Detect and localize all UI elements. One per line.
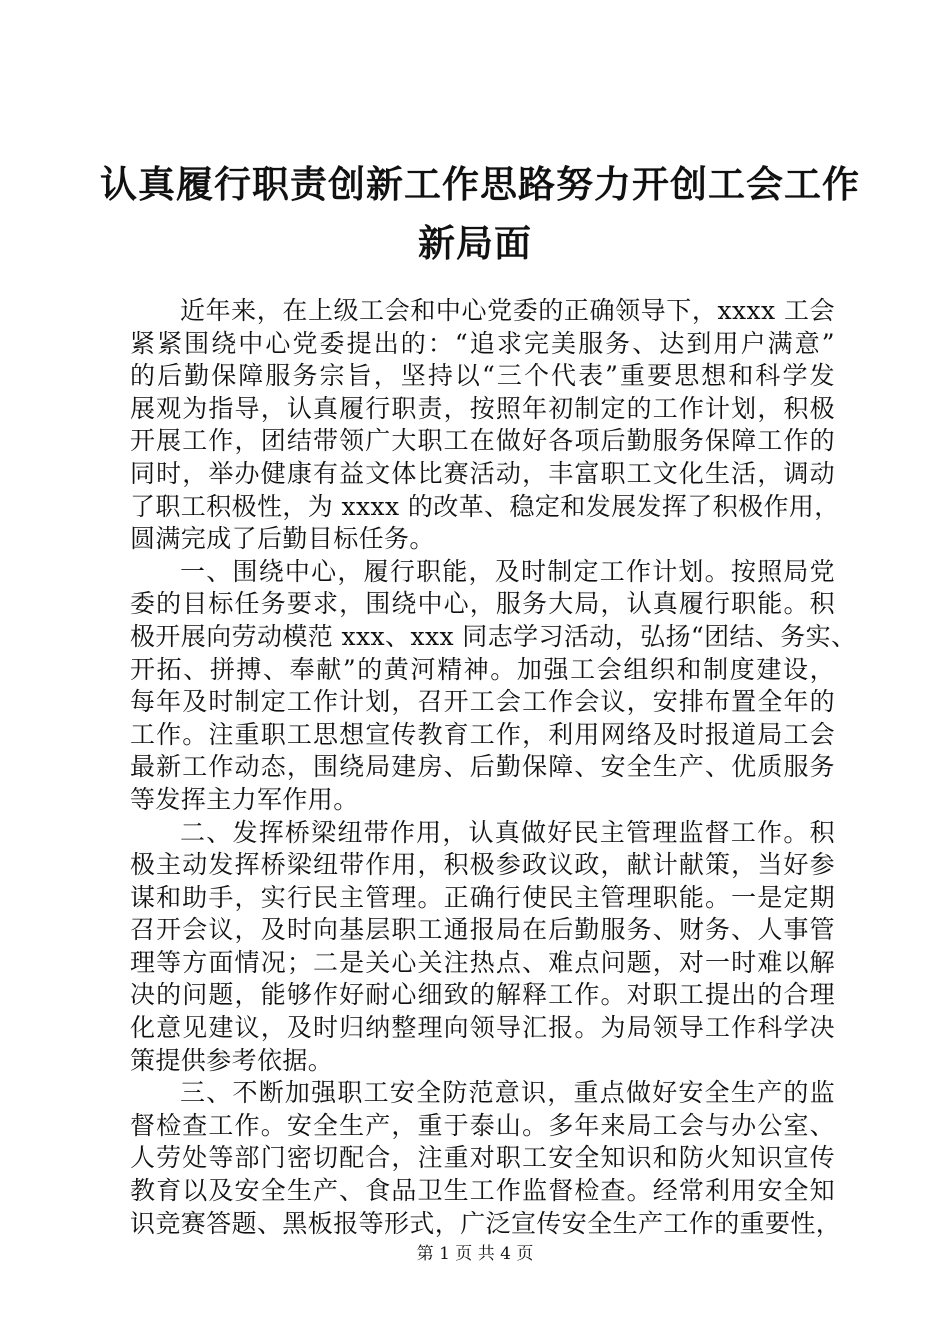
paragraph-line: 极开展向劳动模范 xxx、xxx 同志学习活动，弘扬“团结、务实、 <box>130 621 857 651</box>
document-title-line-2: 新局面 <box>418 221 532 265</box>
paragraph-line: 同时，举办健康有益文体比赛活动，丰富职工文化生活，调动 <box>130 458 835 488</box>
paragraph-line: 理等方面情况；二是关心关注热点、难点问题，对一时难以解 <box>130 947 835 977</box>
paragraph-line: 三、不断加强职工安全防范意识，重点做好安全生产的监 <box>180 1078 835 1108</box>
paragraph-line: 了职工积极性，为 xxxx 的改革、稳定和发展发挥了积极作用， <box>130 491 840 521</box>
paragraph-line: 紧紧围绕中心党委提出的：“追求完美服务、达到用户满意” <box>130 328 835 358</box>
paragraph-line: 召开会议，及时向基层职工通报局在后勤服务、财务、人事管 <box>130 915 835 945</box>
paragraph-line: 等发挥主力军作用。 <box>130 784 359 814</box>
paragraph-line: 每年及时制定工作计划，召开工会工作会议，安排布置全年的 <box>130 687 835 717</box>
paragraph-line: 委的目标任务要求，围绕中心，服务大局，认真履行职能。积 <box>130 589 835 619</box>
paragraph-line: 圆满完成了后勤目标任务。 <box>130 524 435 554</box>
paragraph-line: 展观为指导，认真履行职责，按照年初制定的工作计划，积极 <box>130 393 835 423</box>
paragraph-line: 决的问题，能够作好耐心细致的解释工作。对职工提出的合理 <box>130 980 835 1010</box>
paragraph-line: 识竞赛答题、黑板报等形式，广泛宣传安全生产工作的重要性， <box>130 1208 842 1238</box>
paragraph-line: 谋和助手，实行民主管理。正确行使民主管理职能。一是定期 <box>130 882 835 912</box>
paragraph-line: 教育以及安全生产、食品卫生工作监督检查。经常利用安全知 <box>130 1176 835 1206</box>
paragraph-line: 的后勤保障服务宗旨，坚持以“三个代表”重要思想和科学发 <box>130 361 835 391</box>
paragraph-line: 开展工作，团结带领广大职工在做好各项后勤服务保障工作的 <box>130 426 835 456</box>
paragraph-line: 极主动发挥桥梁纽带作用，积极参政议政，献计献策，当好参 <box>130 850 835 880</box>
paragraph-line: 二、发挥桥梁纽带作用，认真做好民主管理监督工作。积 <box>180 817 835 847</box>
paragraph-line: 人劳处等部门密切配合，注重对职工安全知识和防火知识宣传 <box>130 1143 835 1173</box>
paragraph-line: 策提供参考依据。 <box>130 1045 334 1075</box>
paragraph-line: 开拓、拼搏、奉献”的黄河精神。加强工会组织和制度建设， <box>130 654 835 684</box>
paragraph-line: 一、围绕中心，履行职能，及时制定工作计划。按照局党 <box>180 556 835 586</box>
paragraph-line: 化意见建议，及时归纳整理向领导汇报。为局领导工作科学决 <box>130 1013 835 1043</box>
page-number-footer: 第 1 页 共 4 页 <box>416 1244 534 1264</box>
document-body <box>130 295 857 1240</box>
paragraph-line: 工作。注重职工思想宣传教育工作，利用网络及时报道局工会 <box>130 719 835 749</box>
paragraph-line: 督检查工作。安全生产，重于泰山。多年来局工会与办公室、 <box>130 1110 835 1140</box>
document-title-line-1: 认真履行职责创新工作思路努力开创工会工作 <box>100 162 860 206</box>
paragraph-line: 最新工作动态，围绕局建房、后勤保障、安全生产、优质服务 <box>130 752 835 782</box>
paragraph-line: 近年来，在上级工会和中心党委的正确领导下，xxxx 工会 <box>180 296 835 325</box>
